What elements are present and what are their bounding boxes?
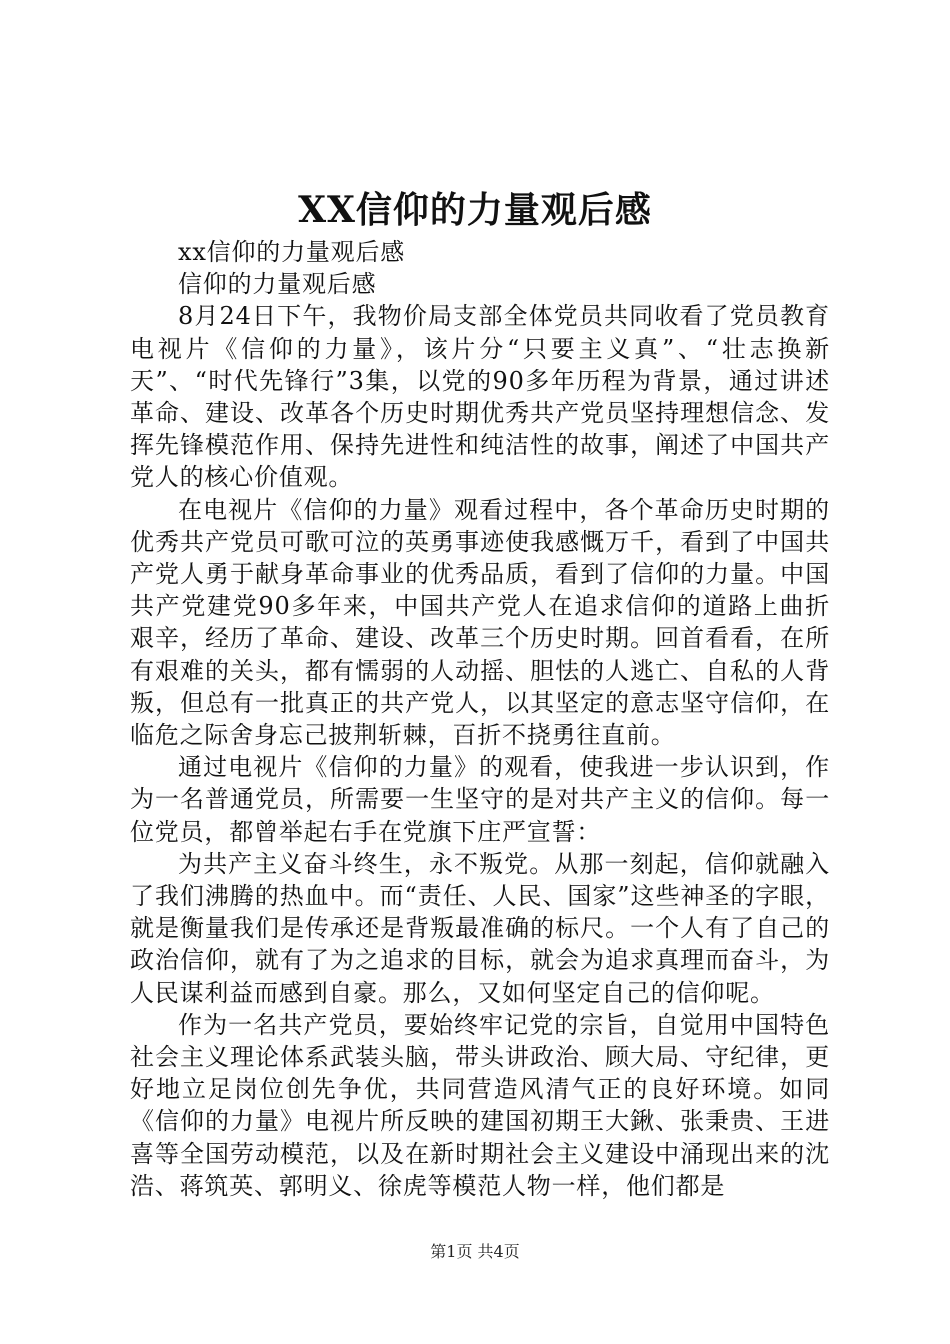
document-title: XX信仰的力量观后感 <box>298 189 652 231</box>
paragraph: 8月24日下午，我物价局支部全体党员共同收看了党员教育电视片《信仰的力量》，该片分“只要主义真”、“壮志换新天”、“时代先锋行”3集，以党的90多年历程为背景，通过讲述革命、建设、改革各个历史时期优秀共产党员坚持理想信念、发挥先锋模范作用、保持先进性和纯洁性的故事，阐述了中国共产党人的核心价值观。 <box>130 302 830 492</box>
paragraph: 作为一名共产党员，要始终牢记党的宗旨，自觉用中国特色社会主义理论体系武装头脑，带头讲政治、顾大局、守纪律，更好地立足岗位创先争优，共同营造风清气正的良好环境。如同《信仰的力量》电视片所反映的建国初期王大鍬、张秉贵、王进喜等全国劳动模范，以及在新时期社会主义建设中涌现出来的沈浩、蒋筑英、郭明义、徐虎等模范人物一样，他们都是 <box>130 1010 830 1200</box>
paragraph-subtitle-2: 信仰的力量观后感 <box>178 270 377 299</box>
page-number-footer: 第1页 共4页 <box>430 1242 520 1261</box>
paragraph: 通过电视片《信仰的力量》的观看，使我进一步认识到，作为一名普通党员，所需要一生坚守的是对共产主义的信仰。每一位党员，都曾举起右手在党旗下庄严宣誓： <box>130 753 830 846</box>
paragraph: 在电视片《信仰的力量》观看过程中，各个革命历史时期的优秀共产党员可歌可泣的英勇事迹使我感慨万千，看到了中国共产党人勇于献身革命事业的优秀品质，看到了信仰的力量。中国共产党建党90多年来，中国共产党人在追求信仰的道路上曲折艰辛，经历了革命、建设、改革三个历史时期。回首看看，在所有艰难的关头，都有懦弱的人动摇、胆怯的人逃亡、自私的人背叛，但总有一批真正的共产党人，以其坚定的意志坚守信仰，在临危之际舍身忘己披荆斩棘，百折不挠勇往直前。 <box>130 495 830 750</box>
paragraph-subtitle-1: xx信仰的力量观后感 <box>178 238 406 266</box>
document-body <box>130 236 830 1202</box>
paragraph: 为共产主义奋斗终生，永不叛党。从那一刻起，信仰就融入了我们沸腾的热血中。而“责任、人民、国家”这些神圣的字眼，就是衡量我们是传承还是背叛最准确的标尺。一个人有了自己的政治信仰，就有了为之追求的目标，就会为追求真理而奋斗，为人民谋利益而感到自豪。那么，又如何坚定自己的信仰呢。 <box>130 849 830 1007</box>
